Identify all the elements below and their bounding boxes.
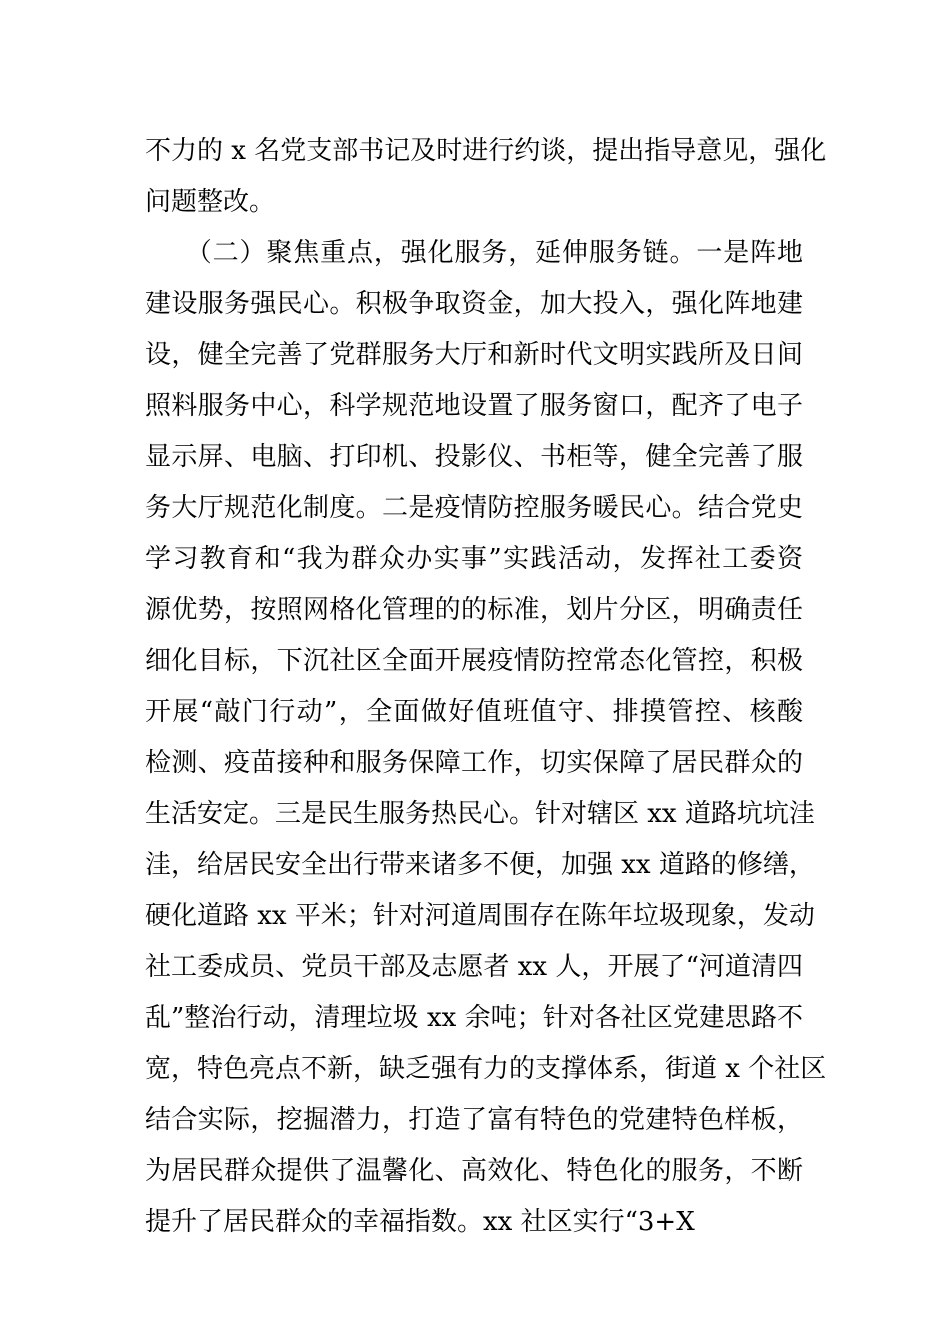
text-line: 显示屏、电脑、打印机、投影仪、书柜等，健全完善了服: [145, 442, 803, 472]
text-line: 宽，特色亮点不新，缺乏强有力的支撑体系，街道 x 个社区: [145, 1054, 827, 1084]
text-line: 学习教育和“我为群众办实事”实践活动，发挥社工委资: [145, 544, 803, 574]
text-line: 检测、疫苗接种和服务保障工作，切实保障了居民群众的: [145, 748, 803, 778]
text-line: 细化目标，下沉社区全面开展疫情防控常态化管控，积极: [145, 646, 803, 676]
text-line: 照料服务中心，科学规范地设置了服务窗口，配齐了电子: [145, 391, 803, 421]
text-line: 问题整改。: [145, 187, 276, 217]
text-line: 提升了居民群众的幸福指数。xx 社区实行“3+X: [145, 1207, 695, 1237]
text-line: 洼，给居民安全出行带来诸多不便，加强 xx 道路的修缮，: [145, 850, 815, 880]
text-line: 结合实际，挖掘潜力，打造了富有特色的党建特色样板，: [145, 1105, 803, 1135]
text-line: 建设服务强民心。积极争取资金，加大投入，强化阵地建: [145, 289, 803, 319]
text-line: 源优势，按照网格化管理的的标准，划片分区，明确责任: [145, 595, 803, 625]
text-line: 生活安定。三是民生服务热民心。针对辖区 xx 道路坑坑洼: [145, 799, 815, 829]
text-line: 不力的 x 名党支部书记及时进行约谈，提出指导意见，强化: [145, 136, 827, 166]
text-line: 开展“敲门行动”，全面做好值班值守、排摸管控、核酸: [145, 697, 803, 727]
text-line: 务大厅规范化制度。二是疫情防控服务暖民心。结合党史: [145, 493, 803, 523]
text-line: 社工委成员、党员干部及志愿者 xx 人，开展了“河道清四: [145, 952, 803, 982]
text-line: （二）聚焦重点，强化服务，延伸服务链。一是阵地: [145, 238, 803, 268]
text-line: 乱”整治行动，清理垃圾 xx 余吨；针对各社区党建思路不: [145, 1003, 803, 1033]
text-line: 为居民群众提供了温馨化、高效化、特色化的服务，不断: [145, 1156, 803, 1186]
text-line: 设，健全完善了党群服务大厅和新时代文明实践所及日间: [145, 340, 803, 370]
document-page: [145, 126, 827, 1248]
text-line: 硬化道路 xx 平米；针对河道周围存在陈年垃圾现象，发动: [145, 901, 815, 931]
